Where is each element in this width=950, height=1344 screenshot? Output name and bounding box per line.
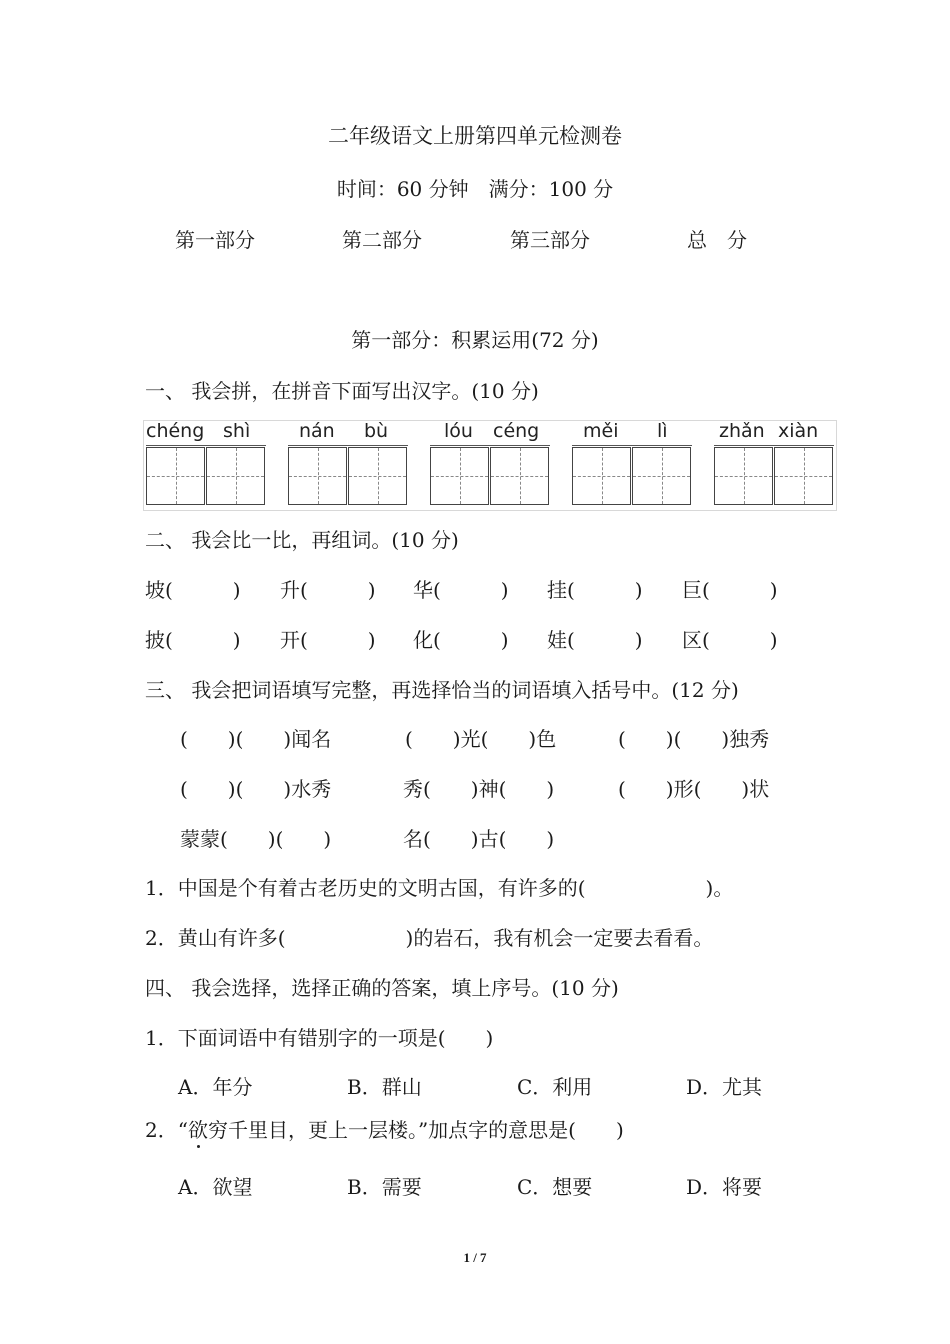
pinyin-writing-grid xyxy=(143,420,837,511)
idiom-fill-item[interactable]: 蒙蒙( )( ) xyxy=(180,827,332,851)
q2-heading: 二、 我会比一比，再组词。(10 分) xyxy=(145,528,459,552)
writing-cell[interactable] xyxy=(632,447,691,505)
score-header-part3: 第三部分 xyxy=(510,228,590,252)
word-compare-item[interactable]: 坡( ) xyxy=(145,578,241,602)
writing-cell[interactable] xyxy=(714,447,773,505)
word-compare-item[interactable]: 巨( ) xyxy=(682,578,778,602)
pinyin-label: chéng xyxy=(146,420,205,442)
writing-cell[interactable] xyxy=(348,447,407,505)
pinyin-label: lóu xyxy=(444,420,473,442)
word-compare-item[interactable]: 华( ) xyxy=(413,578,509,602)
idiom-fill-item[interactable]: ( )( )闻名 xyxy=(180,727,332,751)
q3-heading: 三、 我会把词语填写完整，再选择恰当的词语填入括号中。(12 分) xyxy=(145,678,739,702)
exam-subtitle: 时间：60 分钟 满分：100 分 xyxy=(336,177,614,201)
word-compare-item[interactable]: 开( ) xyxy=(280,628,376,652)
q3-sentence-2[interactable]: 2．黄山有许多( )的岩石，我有机会一定要去看看。 xyxy=(145,926,714,950)
pinyin-label: céng xyxy=(493,420,540,442)
idiom-fill-item[interactable]: ( )( )水秀 xyxy=(180,777,332,801)
word-compare-item[interactable]: 娃( ) xyxy=(547,628,643,652)
writing-cell[interactable] xyxy=(146,447,205,505)
writing-cell[interactable] xyxy=(774,447,833,505)
pinyin-label: měi xyxy=(583,420,619,442)
option-b[interactable]: B．需要 xyxy=(347,1175,422,1199)
word-compare-item[interactable]: 区( ) xyxy=(682,628,778,652)
option-c[interactable]: C．想要 xyxy=(517,1175,593,1199)
option-a[interactable]: A．年分 xyxy=(178,1075,253,1099)
word-compare-item[interactable]: 挂( ) xyxy=(547,578,643,602)
dotted-character: 欲 xyxy=(188,1118,208,1142)
q4-item-2[interactable] xyxy=(145,1114,624,1143)
option-d[interactable]: D．尤其 xyxy=(686,1075,763,1099)
writing-cell[interactable] xyxy=(288,447,347,505)
pinyin-label: lì xyxy=(657,420,668,442)
writing-cell[interactable] xyxy=(572,447,631,505)
pinyin-label: xiàn xyxy=(778,420,819,442)
writing-cell[interactable] xyxy=(206,447,265,505)
idiom-fill-item[interactable]: 秀( )神( ) xyxy=(403,777,555,801)
option-c[interactable]: C．利用 xyxy=(517,1075,593,1099)
emphasis-dot xyxy=(197,1145,200,1148)
option-d[interactable]: D．将要 xyxy=(686,1175,763,1199)
score-header-part2: 第二部分 xyxy=(342,228,422,252)
score-header-total: 总 分 xyxy=(687,228,747,252)
idiom-fill-item[interactable]: ( )( )独秀 xyxy=(618,727,770,751)
option-b[interactable]: B．群山 xyxy=(347,1075,422,1099)
q4-item-1[interactable]: 1．下面词语中有错别字的一项是( ) xyxy=(145,1026,494,1050)
score-header-part1: 第一部分 xyxy=(175,228,255,252)
pinyin-label: nán xyxy=(299,420,335,442)
word-compare-item[interactable]: 披( ) xyxy=(145,628,241,652)
writing-cell[interactable] xyxy=(430,447,489,505)
q4-item2-prefix: 2．“ xyxy=(145,1118,188,1142)
idiom-fill-item[interactable]: ( )形( )状 xyxy=(618,777,770,801)
pinyin-label: bù xyxy=(364,420,389,442)
pinyin-label: shì xyxy=(223,420,251,442)
pinyin-label: zhǎn xyxy=(719,420,765,442)
q4-heading: 四、 我会选择，选择正确的答案，填上序号。(10 分) xyxy=(145,976,619,1000)
writing-cell[interactable] xyxy=(490,447,549,505)
q4-item2-rest: 穷千里目，更上一层楼。”加点字的意思是( ) xyxy=(207,1118,624,1142)
idiom-fill-item[interactable]: ( )光( )色 xyxy=(405,727,557,751)
option-a[interactable]: A．欲望 xyxy=(178,1175,253,1199)
idiom-fill-item[interactable]: 名( )古( ) xyxy=(403,827,555,851)
page-title: 二年级语文上册第四单元检测卷 xyxy=(328,124,622,148)
section-heading: 第一部分：积累运用(72 分) xyxy=(351,328,599,352)
q3-sentence-1[interactable]: 1．中国是个有着古老历史的文明古国，有许多的( )。 xyxy=(145,876,734,900)
word-compare-item[interactable]: 升( ) xyxy=(280,578,376,602)
q1-heading: 一、 我会拼，在拼音下面写出汉字。(10 分) xyxy=(145,379,539,403)
word-compare-item[interactable]: 化( ) xyxy=(413,628,509,652)
page-number: 1 / 7 xyxy=(463,1250,487,1265)
